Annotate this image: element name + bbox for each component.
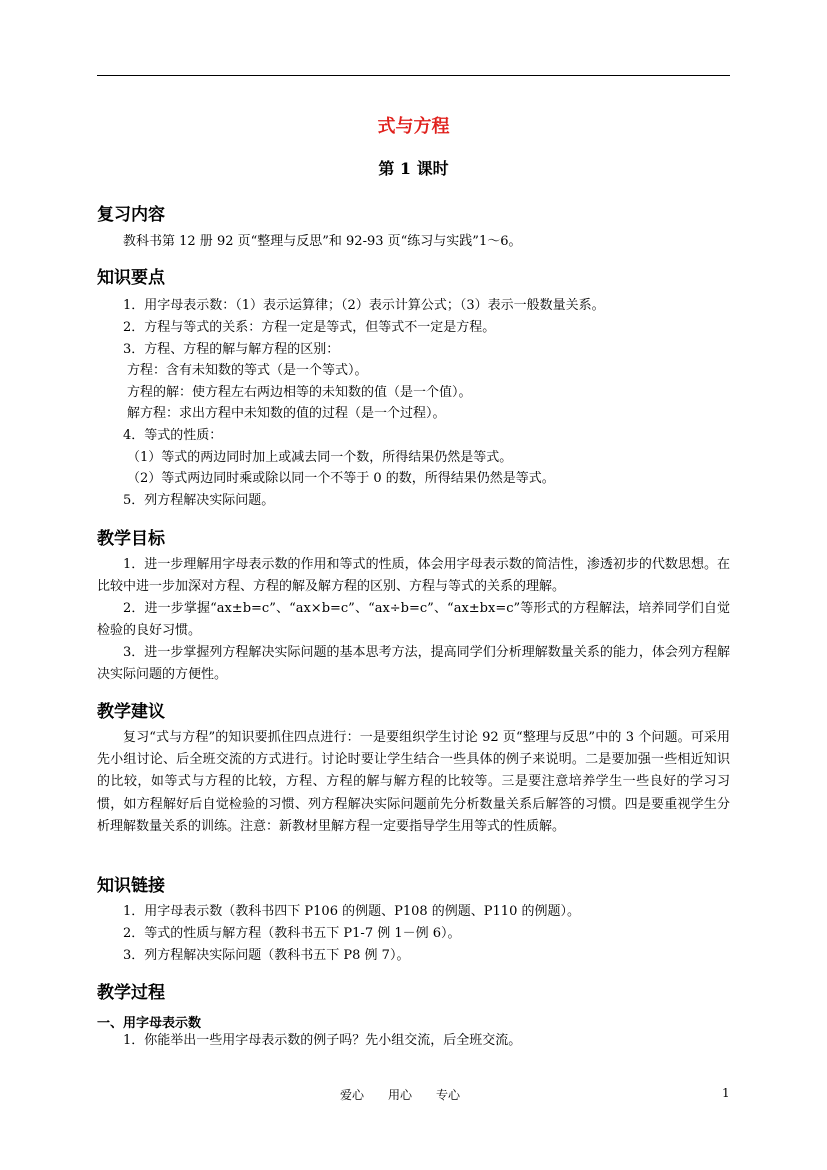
section-heading-links: 知识链接 [97,876,165,896]
knowledge-line: 5．列方程解决实际问题。 [123,493,275,508]
section-heading-goals: 教学目标 [97,529,165,549]
section-heading-process: 教学过程 [97,983,165,1003]
lesson-number: 第 1 课时 [378,159,449,178]
review-text: 教科书第 12 册 92 页“整理与反思”和 92-93 页“练习与实践”1～6。 [123,234,522,249]
link-line: 1．用字母表示数（教科书四下 P106 的例题、P108 的例题、P110 的例题）。 [123,904,580,919]
footer-motto: 爱心 用心 专心 [340,1088,461,1102]
process-subheading: 一、用字母表示数 [97,1016,202,1031]
knowledge-line: 解方程：求出方程中未知数的值的过程（是一个过程）。 [127,406,446,421]
header-rule [97,75,730,76]
link-line: 3．列方程解决实际问题（教科书五下 P8 例 7）。 [123,948,410,963]
goal-paragraph: 1．进一步理解用字母表示数的作用和等式的性质，体会用字母表示数的简洁性，渗透初步的代数思想。在比较中进一步加深对方程、方程的解及解方程的区别、方程与等式的关系的理解。 [97,557,730,595]
process-line: 1．你能举出一些用字母表示数的例子吗？先小组交流，后全班交流。 [123,1033,522,1048]
knowledge-line: 1．用字母表示数：（1）表示运算律；（2）表示计算公式；（3）表示一般数量关系。 [123,298,605,313]
knowledge-line: 方程：含有未知数的等式（是一个等式）。 [127,363,368,378]
section-heading-review: 复习内容 [97,205,165,225]
link-line: 2．等式的性质与解方程（教科书五下 P1-7 例 1－例 6）。 [123,926,461,941]
section-heading-knowledge: 知识要点 [97,268,165,288]
knowledge-line: 4．等式的性质： [123,428,223,443]
goal-paragraph: 2．进一步掌握“ax±b=c”、“ax×b=c”、“ax÷b=c”、“ax±bx=c”等形式的方程解法，培养同学们自觉检验的良好习惯。 [97,601,730,639]
suggest-paragraph: 复习“式与方程”的知识要抓住四点进行：一是要组织学生讨论 92 页“整理与反思”中的 3 个问题。可采用先小组讨论、后全班交流的方式进行。讨论时要让学生结合一些具体的例子来说明。二是要加强一些相近知识的比较，如等式与方程的比较，方程、方程的解与解方程的比较等。三是要注意培养学生一些良好的学习习惯，如方程解好后自觉检验的习惯、列方程解决实际问题前先分析数量关系后解答的习惯。四是要重视学生分析理解数量关系的训练。注意：新教材里解方程一定要指导学生用等式的性质解。 [97,730,730,834]
knowledge-line: 2．方程与等式的关系：方程一定是等式，但等式不一定是方程。 [123,320,496,335]
page-number: 1 [722,1086,730,1100]
knowledge-line: （2）等式两边同时乘或除以同一个不等于 0 的数，所得结果仍然是等式。 [127,471,555,486]
goal-paragraph: 3．进一步掌握列方程解决实际问题的基本思考方法，提高同学们分析理解数量关系的能力，体会列方程解决实际问题的方便性。 [97,645,730,683]
section-heading-suggest: 教学建议 [97,702,165,722]
knowledge-line: 方程的解：使方程左右两边相等的未知数的值（是一个值）。 [127,385,472,400]
knowledge-line: 3．方程、方程的解与解方程的区别： [123,342,340,357]
document-title: 式与方程 [377,116,450,137]
knowledge-line: （1）等式的两边同时加上或减去同一个数，所得结果仍然是等式。 [127,450,513,465]
